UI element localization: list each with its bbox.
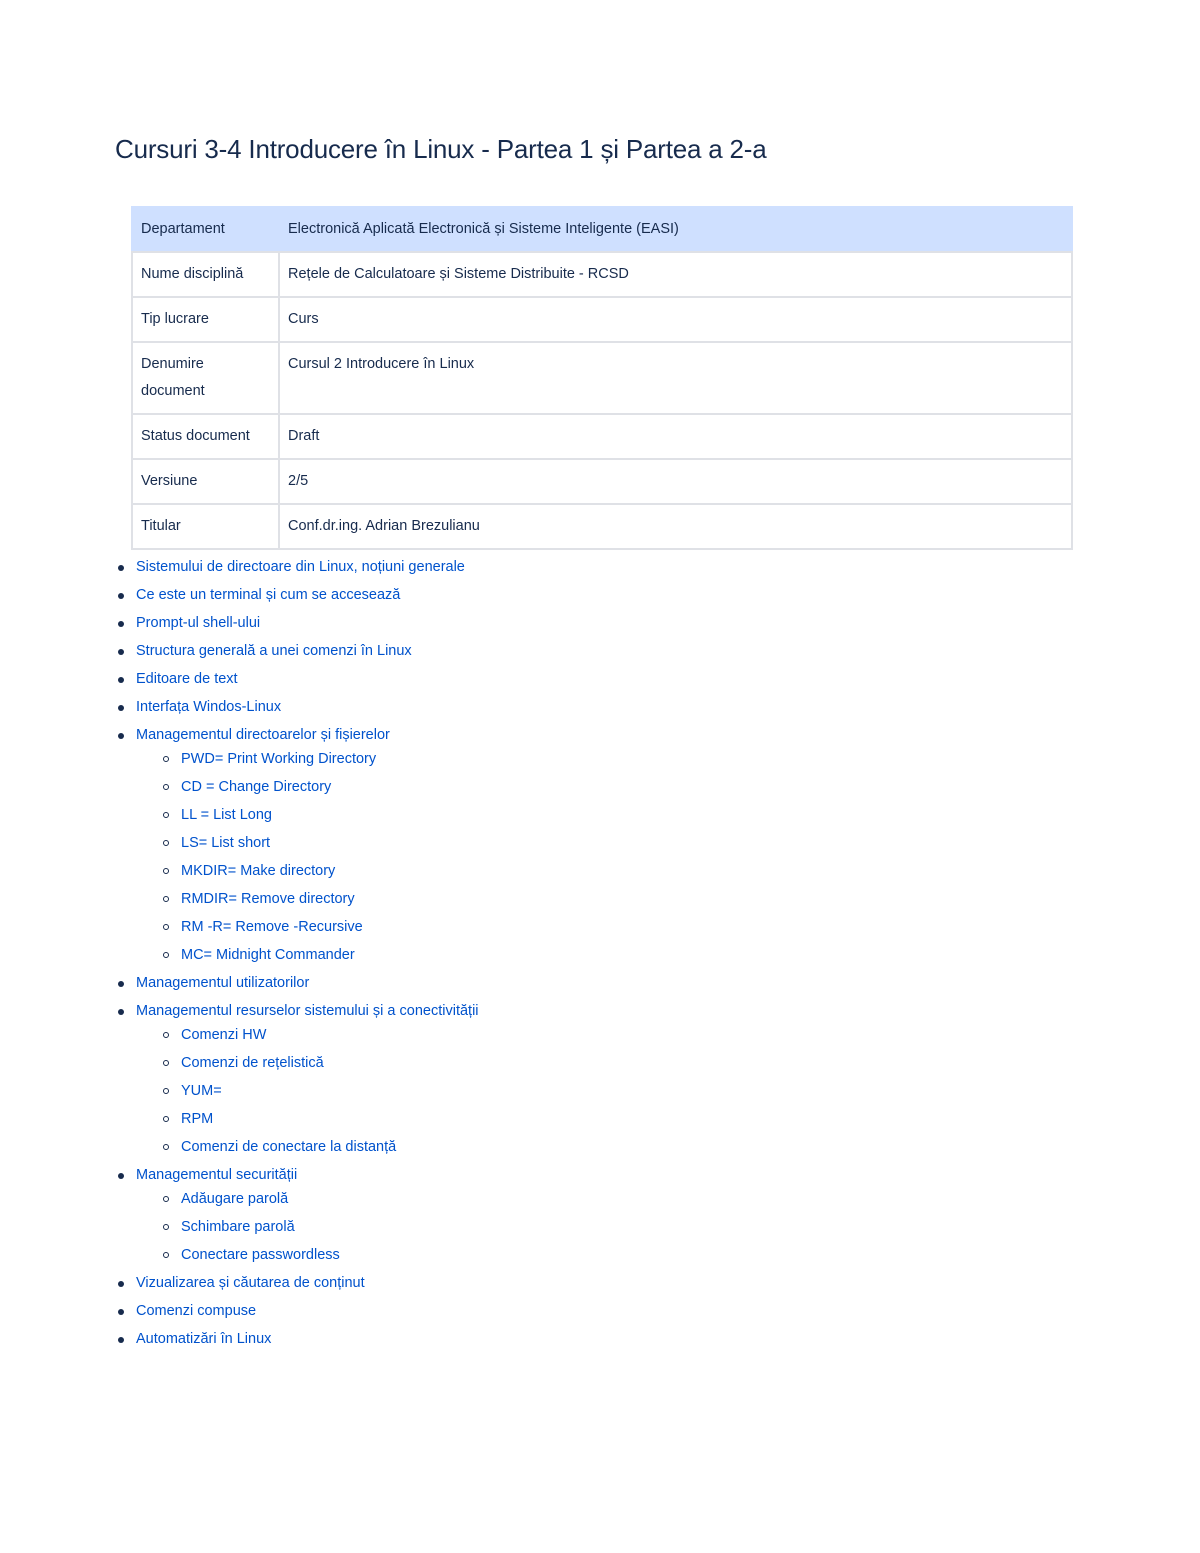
table-row <box>132 504 1072 549</box>
table-label-cell: Titular <box>132 504 279 549</box>
table-value-cell: 2/5 <box>279 459 1072 504</box>
toc-subitem <box>160 801 479 829</box>
toc-item <box>115 609 479 637</box>
table-row <box>132 342 1072 414</box>
toc-link[interactable]: Vizualizarea și căutarea de conținut <box>136 1275 365 1291</box>
toc-link[interactable]: Managementul utilizatorilor <box>136 975 310 991</box>
toc-subitem <box>160 941 479 969</box>
toc-subitem <box>160 1105 479 1133</box>
toc-link[interactable]: Automatizări în Linux <box>136 1331 272 1347</box>
toc-item <box>115 969 479 997</box>
toc-subitem <box>160 829 479 857</box>
toc-subitem <box>160 1185 479 1213</box>
toc-subitem <box>160 1241 479 1269</box>
toc-sublist <box>136 1185 479 1269</box>
toc-sublink[interactable]: MKDIR= Make directory <box>181 863 336 879</box>
toc-subitem <box>160 773 479 801</box>
toc-item <box>115 581 479 609</box>
table-label-cell: Versiune <box>132 459 279 504</box>
toc-item <box>115 997 479 1161</box>
toc-item <box>115 1325 479 1353</box>
toc-item <box>115 1297 479 1325</box>
toc-sublink[interactable]: CD = Change Directory <box>181 779 332 795</box>
toc-sublink[interactable]: RMDIR= Remove directory <box>181 891 355 907</box>
toc-link[interactable]: Managementul resurselor sistemului și a conectivității <box>136 1003 479 1019</box>
toc-sublist <box>136 745 479 969</box>
toc-link[interactable]: Managementul directoarelor și fișierelor <box>136 727 390 743</box>
toc-link[interactable]: Editoare de text <box>136 671 238 687</box>
table-label-cell: Tip lucrare <box>132 297 279 342</box>
table-value-cell: Cursul 2 Introducere în Linux <box>279 342 1072 414</box>
toc-subitem <box>160 1133 479 1161</box>
toc-subitem <box>160 745 479 773</box>
toc-sublink[interactable]: RM -R= Remove -Recursive <box>181 919 363 935</box>
toc-item <box>115 1269 479 1297</box>
toc-sublink[interactable]: Adăugare parolă <box>181 1191 289 1207</box>
table-row <box>132 252 1072 297</box>
toc-sublink[interactable]: Conectare passwordless <box>181 1247 340 1263</box>
table-value-cell: Draft <box>279 414 1072 459</box>
toc-sublink[interactable]: Comenzi HW <box>181 1027 267 1043</box>
table-label-cell: Departament <box>132 207 279 252</box>
table-value-cell: Conf.dr.ing. Adrian Brezulianu <box>279 504 1072 549</box>
table-row <box>132 459 1072 504</box>
toc-subitem <box>160 1077 479 1105</box>
toc-sublist <box>136 1021 479 1161</box>
table-label-cell: Status document <box>132 414 279 459</box>
toc-item <box>115 665 479 693</box>
toc-link[interactable]: Prompt-ul shell-ului <box>136 615 261 631</box>
toc-subitem <box>160 885 479 913</box>
table-value-cell: Electronică Aplicată Electronică și Sisteme Inteligente (EASI) <box>279 207 1072 252</box>
toc-subitem <box>160 1021 479 1049</box>
toc-subitem <box>160 913 479 941</box>
table-of-contents <box>115 553 479 1353</box>
toc-link[interactable]: Managementul securității <box>136 1167 298 1183</box>
toc-link[interactable]: Ce este un terminal și cum se accesează <box>136 587 401 603</box>
toc-item <box>115 637 479 665</box>
toc-sublink[interactable]: LS= List short <box>181 835 271 851</box>
toc-sublink[interactable]: Schimbare parolă <box>181 1219 295 1235</box>
toc-link[interactable]: Sistemului de directoare din Linux, noțiuni generale <box>136 559 465 575</box>
table-row <box>132 297 1072 342</box>
toc-subitem <box>160 1049 479 1077</box>
toc-sublink[interactable]: PWD= Print Working Directory <box>181 751 377 767</box>
toc-item <box>115 721 479 969</box>
toc-sublink[interactable]: MC= Midnight Commander <box>181 947 355 963</box>
table-label-cell: Denumire document <box>132 342 279 414</box>
toc-link[interactable]: Comenzi compuse <box>136 1303 257 1319</box>
table-value-cell: Curs <box>279 297 1072 342</box>
toc-sublink[interactable]: RPM <box>181 1111 214 1127</box>
table-label-cell: Nume disciplină <box>132 252 279 297</box>
toc-link[interactable]: Structura generală a unei comenzi în Linux <box>136 643 412 659</box>
table-row <box>132 207 1072 252</box>
toc-sublink[interactable]: YUM= <box>181 1083 222 1099</box>
toc-item <box>115 1161 479 1269</box>
toc-item <box>115 693 479 721</box>
toc-sublink[interactable]: Comenzi de rețelistică <box>181 1055 324 1071</box>
table-value-cell: Rețele de Calculatoare și Sisteme Distribuite - RCSD <box>279 252 1072 297</box>
toc-item <box>115 553 479 581</box>
toc-sublink[interactable]: Comenzi de conectare la distanță <box>181 1139 397 1155</box>
page-title: Cursuri 3-4 Introducere în Linux - Partea 1 și Partea a 2-a <box>115 134 767 164</box>
toc-subitem <box>160 1213 479 1241</box>
table-row <box>132 414 1072 459</box>
toc-sublink[interactable]: LL = List Long <box>181 807 272 823</box>
toc-link[interactable]: Interfața Windos-Linux <box>136 699 282 715</box>
toc-subitem <box>160 857 479 885</box>
document-info-table <box>131 206 1073 550</box>
